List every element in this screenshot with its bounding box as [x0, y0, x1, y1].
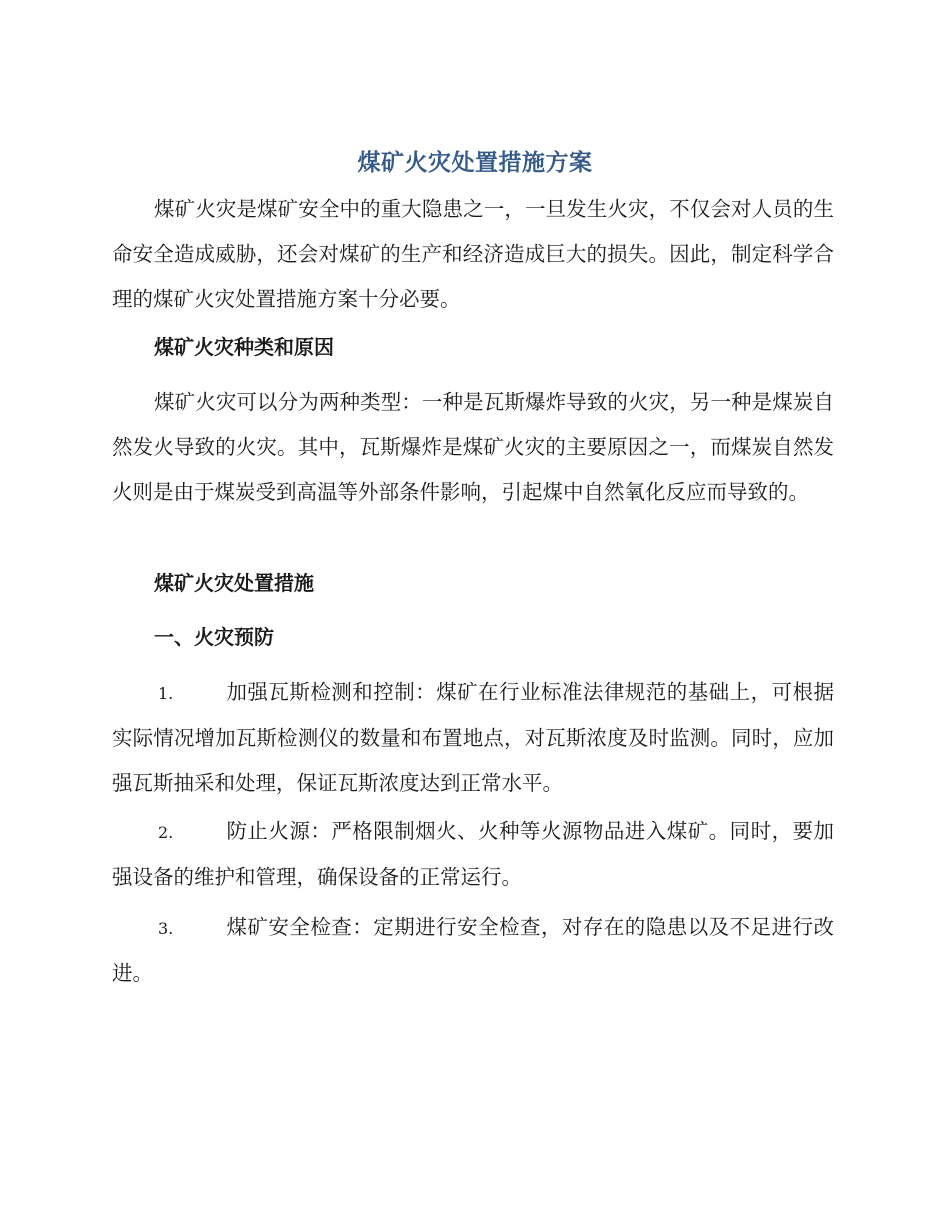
intro-paragraph: 煤矿火灾是煤矿安全中的重大隐患之一，一旦发生火灾，不仅会对人员的生命安全造成威胁，还会对煤矿的生产和经济造成巨大的损失。因此，制定科学合理的煤矿火灾处置措施方案十分必要。 [112, 197, 834, 311]
causes-paragraph: 煤矿火灾可以分为两种类型：一种是瓦斯爆炸导致的火灾，另一种是煤炭自然发火导致的火灾。其中，瓦斯爆炸是煤矿火灾的主要原因之一，而煤炭自然发火则是由于煤炭受到高温等外部条件影响，引起煤中自然氧化反应而导致的。 [112, 390, 834, 504]
list-item-text: 加强瓦斯检测和控制：煤矿在行业标准法律规范的基础上，可根据实际情况增加瓦斯检测仪的数量和布置地点，对瓦斯浓度及时监测。同时，应加强瓦斯抽采和处理，保证瓦斯浓度达到正常水平。 [112, 680, 834, 795]
list-item [112, 905, 834, 996]
list-item-text: 防止火源：严格限制烟火、火种等火源物品进入煤矿。同时，要加强设备的维护和管理，确保设备的正常运行。 [112, 819, 834, 889]
list-item [112, 809, 834, 900]
list-item-text: 煤矿安全检查：定期进行安全检查，对存在的隐患以及不足进行改进。 [112, 915, 834, 985]
section-heading-measures: 煤矿火灾处置措施 [154, 571, 314, 595]
document-title: 煤矿火灾处置措施方案 [357, 150, 593, 176]
list-item-number: 2. [158, 823, 174, 842]
list-item [112, 670, 834, 806]
section-heading-causes: 煤矿火灾种类和原因 [154, 335, 334, 359]
list-item-number: 1. [158, 684, 174, 703]
list-item-number: 3. [158, 919, 174, 938]
subheading-fire-prevention: 一、火灾预防 [154, 625, 274, 649]
